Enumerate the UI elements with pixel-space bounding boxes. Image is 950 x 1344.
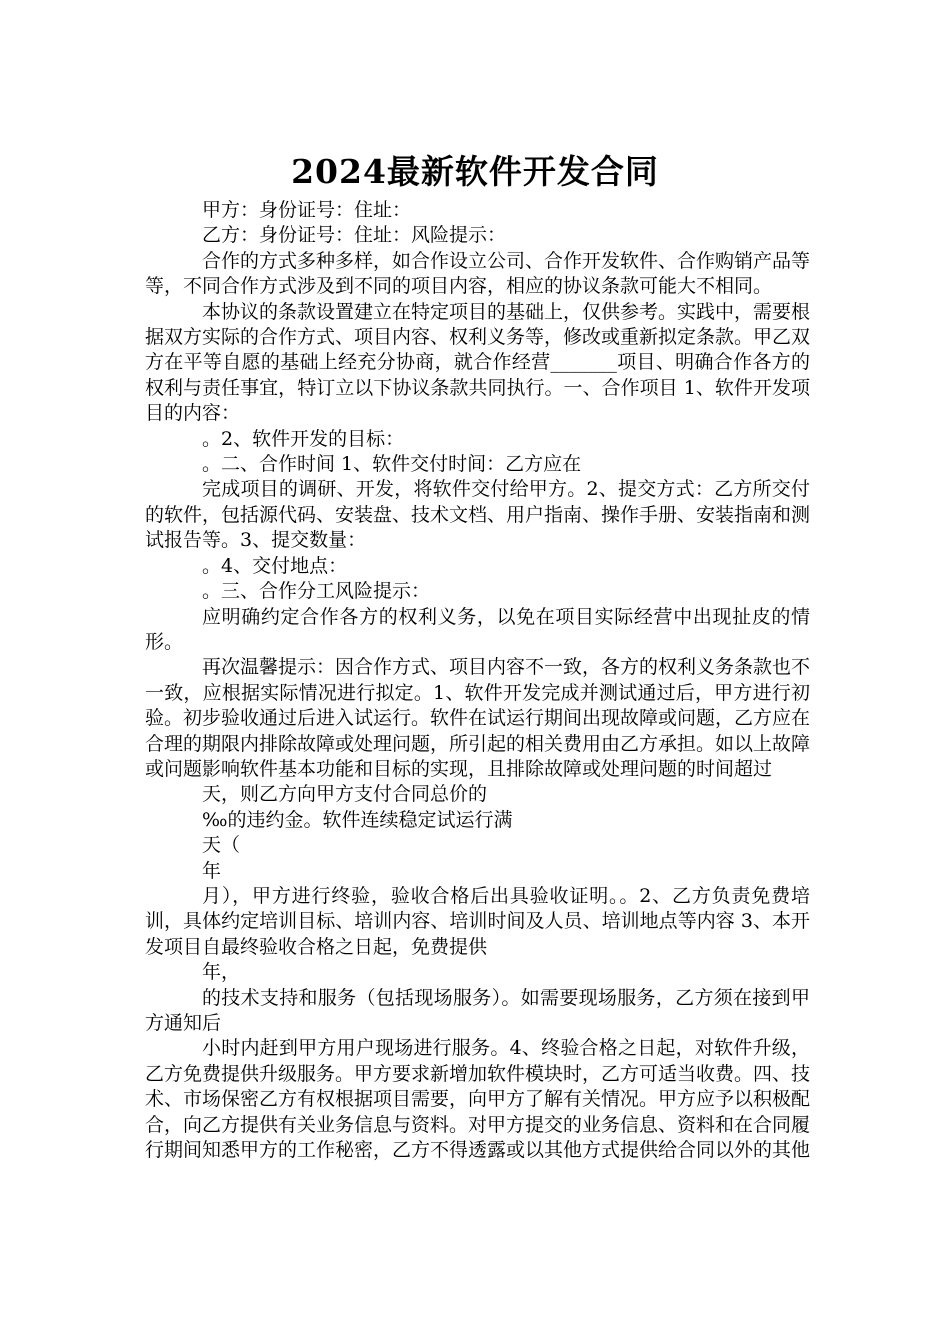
paragraph: 。二、合作时间 1、软件交付时间：乙方应在 [202,453,582,476]
paragraph: 合作的方式多种多样，如合作设立公司、合作开发软件、合作购销产品等等，不同合作方式涉及到不同的项目内容，相应的协议条款可能大不相同。 [145,249,811,298]
paragraph: 本协议的条款设置建立在特定项目的基础上，仅供参考。实践中，需要根据双方实际的合作方式、项目内容、权利义务等，修改或重新拟定条款。甲乙双方在平等自愿的基础上经充分协商，就合作经营_______项目、明确合作各方的权利与责任事宜，特订立以下协议条款共同执行。一、合作项目 1、软件开发项目的内容： [145,300,811,425]
paragraph: 的技术支持和服务（包括现场服务）。如需要现场服务，乙方须在接到甲方通知后 [145,986,810,1034]
paragraph: 小时内赶到甲方用户现场进行服务。4、终验合格之日起，对软件升级，乙方免费提供升级服务。甲方要求新增加软件模块时，乙方可适当收费。四、技术、市场保密乙方有权根据项目需要，向甲方了解有关情况。甲方应予以积极配合，向乙方提供有关业务信息与资料。对甲方提交的业务信息、资料和在合同履行期间知悉甲方的工作秘密，乙方不得透露或以其他方式提供给合同以外的其他 [145,1037,811,1162]
paragraph: 天，则乙方向甲方支付合同总价的 [202,783,488,806]
paragraph: 完成项目的调研、开发，将软件交付给甲方。2、提交方式：乙方所交付的软件，包括源代码、安装盘、技术文档、用户指南、操作手册、安装指南和测试报告等。3、提交数量： [145,478,811,552]
paragraph: 应明确约定合作各方的权利义务，以免在项目实际经营中出现扯皮的情形。 [145,605,810,653]
paragraph: ‰的违约金。软件连续稳定试运行满 [202,808,513,831]
document-body [145,198,810,1163]
paragraph: 。三、合作分工风险提示： [202,580,431,603]
paragraph: 天（ [202,834,241,857]
paragraph: 甲方：身份证号：住址： [202,199,412,221]
paragraph: 月），甲方进行终验，验收合格后出具验收证明。。2、乙方负责免费培训，具体约定培训目标、培训内容、培训时间及人员、培训地点等内容 3、本开发项目自最终验收合格之日起，免费提供 [145,884,810,958]
paragraph: 年 [202,859,222,882]
document-title: 2024最新软件开发合同 [291,152,659,192]
paragraph: 乙方：身份证号：住址：风险提示： [202,224,507,247]
paragraph: 年， [202,961,241,984]
paragraph: 。4、交付地点： [202,554,348,577]
paragraph: 。2、软件开发的目标： [202,427,405,450]
paragraph: 再次温馨提示：因合作方式、项目内容不一致，各方的权利义务条款也不一致，应根据实际情况进行拟定。1、软件开发完成并测试通过后，甲方进行初验。初步验收通过后进入试运行。软件在试运行期间出现故障或问题，乙方应在合理的期限内排除故障或处理问题，所引起的相关费用由乙方承担。如以上故障或问题影响软件基本功能和目标的实现，且排除故障或处理问题的时间超过 [145,656,811,780]
